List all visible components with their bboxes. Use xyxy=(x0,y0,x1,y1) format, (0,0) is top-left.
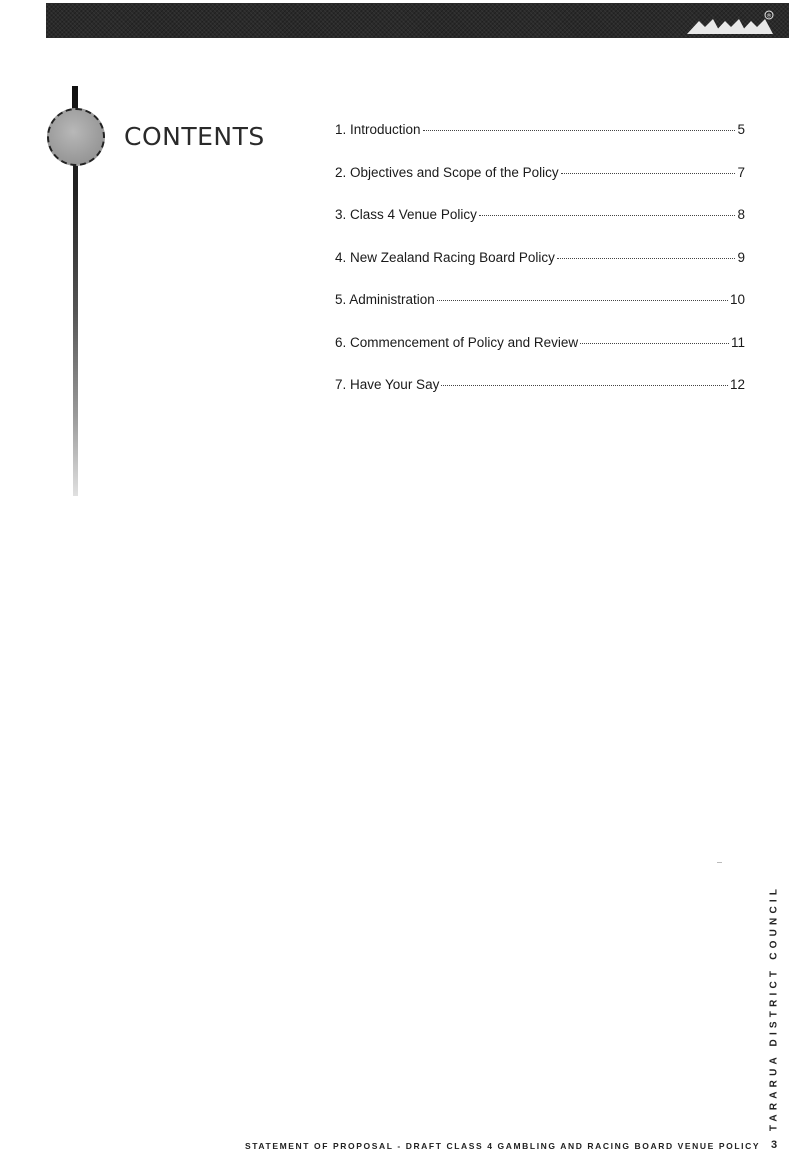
council-name: TARARUA DISTRICT COUNCIL xyxy=(768,884,780,1131)
page-title: CONTENTS xyxy=(124,122,265,151)
toc-item[interactable] xyxy=(335,292,745,335)
footer-document-title: STATEMENT OF PROPOSAL - DRAFT CLASS 4 GAMBLING AND RACING BOARD VENUE POLICY xyxy=(245,1141,761,1151)
page-number: 3 xyxy=(771,1139,778,1151)
toc-item-page: 10 xyxy=(729,292,745,307)
toc-item[interactable] xyxy=(335,122,745,165)
toc-item[interactable] xyxy=(335,377,745,420)
dot-leader xyxy=(557,258,736,259)
dot-leader xyxy=(423,130,736,131)
scan-speck xyxy=(717,862,722,863)
toc-item-label: 7. Have Your Say xyxy=(335,377,440,392)
table-of-contents xyxy=(335,122,745,420)
toc-item[interactable] xyxy=(335,207,745,250)
header-bar xyxy=(46,3,789,38)
toc-item[interactable] xyxy=(335,165,745,208)
dot-leader xyxy=(437,300,728,301)
toc-item-label: 2. Objectives and Scope of the Policy xyxy=(335,164,559,180)
mountain-peaks-logo-icon xyxy=(685,9,775,37)
toc-item-label: 4. New Zealand Racing Board Policy xyxy=(335,249,555,265)
toc-item-page: 12 xyxy=(729,377,745,392)
council-name-vertical xyxy=(764,884,784,1131)
toc-item-page: 11 xyxy=(730,334,745,350)
toc-item[interactable] xyxy=(335,335,745,378)
decorative-circle-icon xyxy=(47,108,105,166)
toc-item[interactable] xyxy=(335,250,745,293)
dot-leader xyxy=(479,215,736,216)
dot-leader xyxy=(441,385,728,386)
toc-item-label: 3. Class 4 Venue Policy xyxy=(335,207,477,222)
toc-item-label: 5. Administration xyxy=(335,292,435,307)
registered-mark: ® xyxy=(766,13,772,20)
toc-item-page: 9 xyxy=(737,249,745,265)
toc-item-page: 8 xyxy=(737,207,745,222)
toc-item-page: 5 xyxy=(737,122,745,137)
toc-item-page: 7 xyxy=(737,164,745,180)
toc-item-label: 6. Commencement of Policy and Review xyxy=(335,334,579,350)
dot-leader xyxy=(561,173,736,174)
dot-leader xyxy=(580,343,729,344)
toc-item-label: 1. Introduction xyxy=(335,122,421,137)
